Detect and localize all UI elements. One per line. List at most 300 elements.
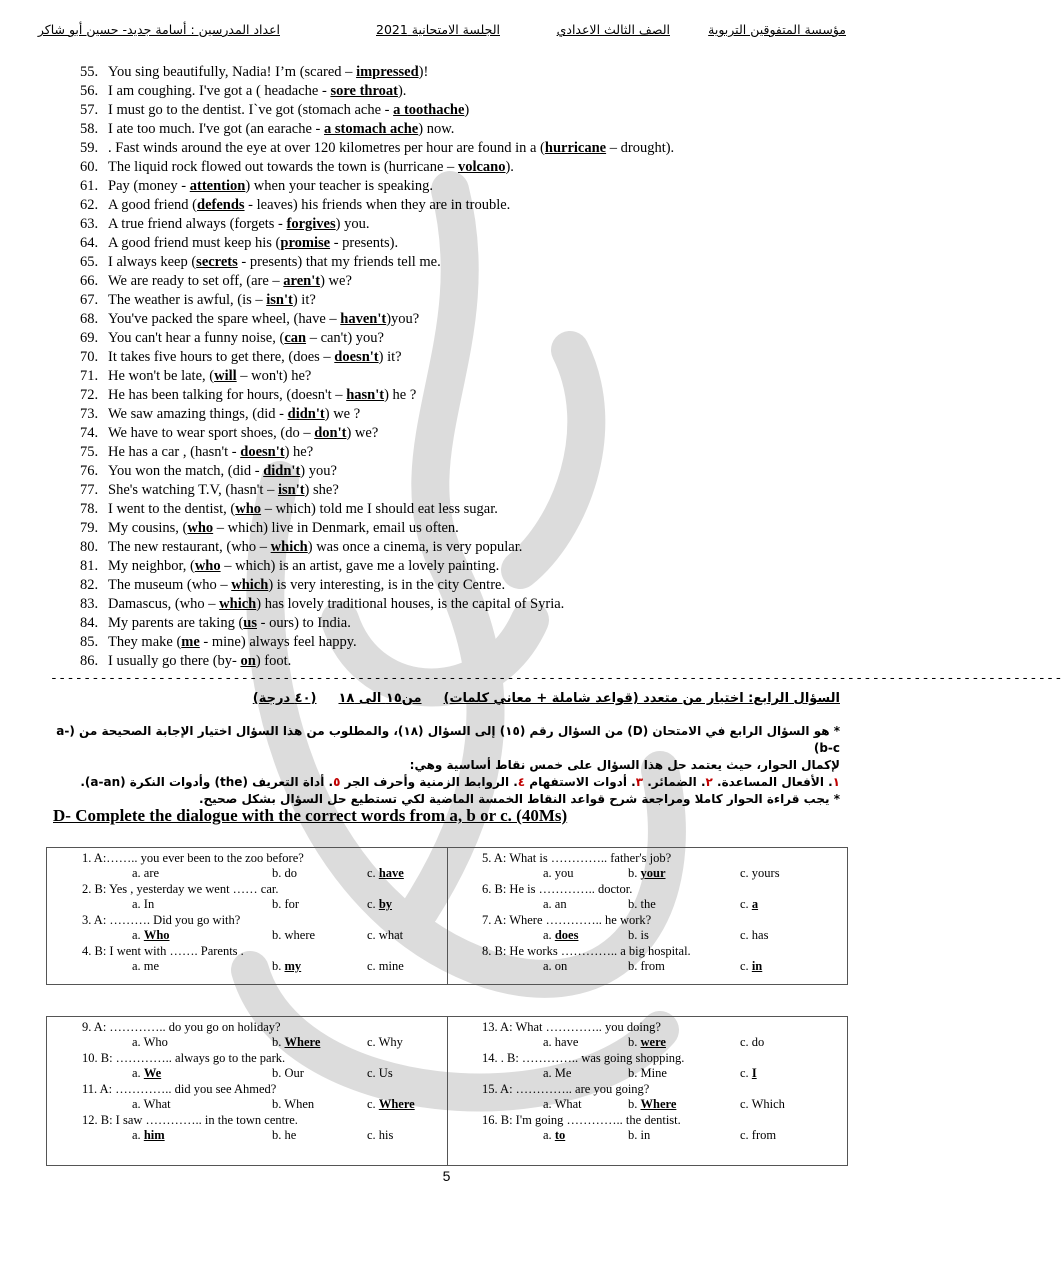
option-letter: b.	[628, 1035, 641, 1049]
question-text: 7. A: Where ………….. he work?	[482, 913, 652, 927]
item-text	[108, 576, 505, 595]
item-number: 67.	[80, 292, 99, 308]
option-b[interactable]: b. for	[272, 897, 300, 911]
correct-answer: I	[751, 1066, 757, 1080]
item-number: 62.	[80, 197, 99, 213]
option-c[interactable]: c. mine	[367, 959, 404, 973]
correct-answer: Where	[378, 1097, 415, 1111]
list-item	[80, 177, 674, 196]
answer-word: me	[181, 634, 200, 650]
option-c[interactable]	[740, 1066, 757, 1081]
list-item	[80, 481, 674, 500]
answer-word: doesn't	[334, 349, 379, 365]
text-segment: He has been talking for hours, (doesn't –	[108, 387, 347, 403]
option-b[interactable]: b. Our	[272, 1066, 304, 1080]
answer-word: doesn't	[240, 444, 285, 460]
item-text	[108, 177, 433, 196]
answer-word: hasn't	[346, 387, 385, 403]
list-item	[80, 291, 674, 310]
point-text: . الروابط الزمنية وأحرف الجر	[340, 775, 518, 789]
text-segment: I must go to the dentist. I`ve got (stomach ache -	[108, 102, 394, 118]
question-text: 11. A: ………….. did you see Ahmed?	[82, 1082, 277, 1096]
item-number: 57.	[80, 102, 99, 118]
item-text	[108, 500, 498, 519]
question-text: 14. . B: ………….. was going shopping.	[482, 1051, 685, 1065]
list-item	[80, 595, 674, 614]
text-segment: - leaves) his friends when they are in trouble.	[244, 197, 511, 213]
list-item	[80, 253, 674, 272]
item-text	[108, 367, 311, 386]
item-number: 58.	[80, 121, 99, 137]
text-segment: ) we?	[320, 273, 352, 289]
text-segment: ) has lovely traditional houses, is the capital of Syria.	[256, 596, 565, 612]
answer-word: secrets	[196, 254, 238, 270]
item-number: 85.	[80, 634, 99, 650]
point-number: ٥	[333, 775, 341, 789]
text-segment: You've packed the spare wheel, (have –	[108, 311, 341, 327]
option-b[interactable]	[272, 1035, 320, 1050]
question-text: 1. A:…….. you ever been to the zoo before?	[82, 851, 304, 865]
item-number: 70.	[80, 349, 99, 365]
item-number: 59.	[80, 140, 99, 156]
list-item	[80, 443, 674, 462]
item-number: 71.	[80, 368, 99, 384]
text-segment: You can't hear a funny noise, (	[108, 330, 285, 346]
dialogue-question	[47, 882, 447, 913]
option-c[interactable]	[740, 959, 762, 974]
option-a[interactable]: a. have	[543, 1035, 579, 1049]
dialogue-question	[448, 1113, 847, 1144]
item-text	[108, 101, 469, 120]
dialogue-question	[448, 1051, 847, 1082]
text-segment: ) foot.	[255, 653, 292, 669]
correct-answer: my	[284, 959, 302, 973]
text-segment: ) we ?	[324, 406, 361, 422]
text-segment: I ate too much. I've got (an earache -	[108, 121, 324, 137]
dialogue-question	[47, 944, 447, 975]
point-text: . أداة التعريف (the) وأدوات النكرة (a-an).	[80, 775, 334, 789]
answer-word: which	[231, 577, 269, 593]
item-number: 60.	[80, 159, 99, 175]
dialogue-column-right	[447, 848, 847, 984]
list-item	[80, 538, 674, 557]
header-session: الجلسة الامتحانية 2021	[376, 22, 500, 37]
option-a[interactable]: a. an	[543, 897, 567, 911]
text-segment: The liquid rock flowed out towards the town is (hurricane –	[108, 159, 458, 175]
instruction-note-1: * هو السؤال الرابع في الامتحان (D) من السؤال رقم (١٥) إلى السؤال (١٨)، والمطلوب من هذا السؤال اختيار الإجابة الصحيحة من (a-b-c)	[56, 724, 840, 755]
answer-word: defends	[197, 197, 245, 213]
answer-word: hurricane	[544, 140, 607, 156]
text-segment: - presents) that my friends tell me.	[237, 254, 441, 270]
option-letter: a.	[543, 1128, 555, 1142]
option-letter: b.	[272, 959, 285, 973]
answer-word: will	[214, 368, 237, 384]
dialogue-box-1	[46, 847, 848, 985]
item-text	[108, 595, 564, 614]
option-a[interactable]	[132, 1066, 161, 1081]
answer-word: a toothache	[393, 102, 465, 118]
point-number: ٣	[635, 775, 644, 789]
dialogue-question	[448, 913, 847, 944]
list-item	[80, 652, 674, 671]
option-c[interactable]	[740, 897, 758, 912]
text-segment: I usually go there (by-	[108, 653, 241, 669]
text-segment: ) it?	[292, 292, 316, 308]
option-letter: a.	[132, 928, 144, 942]
option-c[interactable]: c. Why	[367, 1035, 403, 1049]
item-text	[108, 443, 313, 462]
text-segment: The new restaurant, (who –	[108, 539, 271, 555]
answer-word: which	[270, 539, 308, 555]
item-text	[108, 614, 351, 633]
dialogue-question	[448, 882, 847, 913]
option-letter: c.	[740, 959, 752, 973]
dialogue-question	[47, 913, 447, 944]
answer-word: impressed	[356, 64, 419, 80]
list-item	[80, 82, 674, 101]
dialogue-question	[448, 1020, 847, 1051]
answer-word: sore throat	[330, 83, 398, 99]
list-item	[80, 215, 674, 234]
list-item	[80, 386, 674, 405]
correct-answer: Where	[284, 1035, 321, 1049]
header-institution: مؤسسة المتفوقين التربوية	[708, 22, 846, 37]
item-text	[108, 310, 419, 329]
item-number: 72.	[80, 387, 99, 403]
option-c[interactable]: c. Us	[367, 1066, 393, 1080]
dialogue-box-2	[46, 1016, 848, 1166]
answer-word: didn't	[287, 406, 325, 422]
list-item	[80, 519, 674, 538]
text-segment: The weather is awful, (is –	[108, 292, 267, 308]
text-segment: We have to wear sport shoes, (do –	[108, 425, 315, 441]
text-segment: - ours) to India.	[257, 615, 351, 631]
text-segment: ) when your teacher is speaking.	[245, 178, 433, 194]
item-number: 74.	[80, 425, 99, 441]
item-number: 55.	[80, 64, 99, 80]
text-segment: – drought).	[606, 140, 675, 156]
dialogue-column-left	[47, 1017, 447, 1165]
item-text	[108, 348, 402, 367]
option-b[interactable]	[628, 1097, 676, 1112]
item-text	[108, 652, 291, 671]
item-text	[108, 196, 510, 215]
item-text	[108, 538, 522, 557]
option-a[interactable]: a. on	[543, 959, 568, 973]
point-text: . الضمائر.	[643, 775, 706, 789]
item-text	[108, 291, 316, 310]
list-item	[80, 367, 674, 386]
option-letter: c.	[367, 897, 379, 911]
option-c[interactable]: c. his	[367, 1128, 394, 1142]
item-number: 84.	[80, 615, 99, 631]
point-text: . الأفعال المساعدة.	[712, 775, 833, 789]
text-segment: I am coughing. I've got a ( headache -	[108, 83, 331, 99]
text-segment: ) you.	[335, 216, 370, 232]
option-a[interactable]	[132, 928, 170, 943]
option-a[interactable]: a. Who	[132, 1035, 168, 1049]
text-segment: He won't be late, (	[108, 368, 215, 384]
item-text	[108, 82, 406, 101]
list-item	[80, 234, 674, 253]
option-b[interactable]: b. do	[272, 866, 297, 880]
option-c[interactable]	[367, 1097, 415, 1112]
text-segment: ) now.	[418, 121, 455, 137]
item-text	[108, 481, 339, 500]
dialogue-question	[47, 851, 447, 882]
answer-word: didn't	[263, 463, 301, 479]
option-c[interactable]: c. has	[740, 928, 769, 942]
option-letter: b.	[628, 1097, 641, 1111]
sentence-list	[80, 63, 674, 671]
correct-answer: him	[143, 1128, 165, 1142]
section-d-title: D- Complete the dialogue with the correct words from a, b or c. (40Ms)	[53, 806, 568, 825]
item-text	[108, 519, 459, 538]
answer-word: forgives	[286, 216, 336, 232]
option-a[interactable]: a. are	[132, 866, 160, 880]
instruction-points	[50, 774, 840, 791]
dialogue-question	[47, 1020, 447, 1051]
item-number: 80.	[80, 539, 99, 555]
instruction-note-2: لإكمال الحوار، حيث يعتمد حل هذا السؤال على خمس نقاط أساسية وهي:	[409, 758, 840, 772]
item-text	[108, 557, 499, 576]
instruction-note-3: * يجب قراءة الحوار كاملا ومراجعة شرح قواعد النقاط الخمسة الماضية لكي تستطيع حل السؤال بشكل صحيح.	[198, 792, 840, 806]
point-number: ٤	[517, 775, 526, 789]
answer-word: promise	[280, 235, 331, 251]
item-text	[108, 158, 514, 177]
correct-answer: Where	[640, 1097, 677, 1111]
option-b[interactable]	[628, 1035, 666, 1050]
list-item	[80, 329, 674, 348]
item-number: 68.	[80, 311, 99, 327]
text-segment: ) is very interesting, is in the city Centre.	[268, 577, 506, 593]
list-item	[80, 576, 674, 595]
option-letter: b.	[272, 1035, 285, 1049]
option-a[interactable]: a. What	[132, 1097, 171, 1111]
list-item	[80, 196, 674, 215]
text-segment: – which) live in Denmark, email us often.	[213, 520, 459, 536]
text-segment: I went to the dentist, (	[108, 501, 236, 517]
option-a[interactable]: a. Me	[543, 1066, 572, 1080]
option-letter: c.	[740, 897, 752, 911]
option-c[interactable]: c. from	[740, 1128, 777, 1142]
list-item	[80, 158, 674, 177]
option-a[interactable]: a. In	[132, 897, 155, 911]
item-text	[108, 120, 454, 139]
option-b[interactable]	[628, 866, 666, 881]
option-c[interactable]	[367, 897, 392, 912]
text-segment: – won't) he?	[236, 368, 312, 384]
text-segment: I always keep (	[108, 254, 197, 270]
list-item	[80, 348, 674, 367]
question-text: 13. A: What ………….. you doing?	[482, 1020, 661, 1034]
text-segment: )you?	[386, 311, 420, 327]
text-segment: ) he?	[284, 444, 314, 460]
text-segment: ) she?	[304, 482, 339, 498]
option-c[interactable]: c. Which	[740, 1097, 785, 1111]
option-b[interactable]: b. from	[628, 959, 665, 973]
item-number: 82.	[80, 577, 99, 593]
question-four-instructions	[50, 690, 840, 808]
item-text	[108, 234, 398, 253]
answer-word: which	[219, 596, 257, 612]
item-number: 64.	[80, 235, 99, 251]
list-item	[80, 557, 674, 576]
text-segment: ) he ?	[384, 387, 417, 403]
answer-word: who	[235, 501, 262, 517]
question-text: 16. B: I'm going ………….. the dentist.	[482, 1113, 681, 1127]
answer-word: attention	[189, 178, 246, 194]
question-text: 12. B: I saw ………….. in the town centre.	[82, 1113, 298, 1127]
question-four-marks: (٤٠ درجة)	[252, 691, 317, 706]
text-segment: Damascus, (who –	[108, 596, 220, 612]
question-text: 9. A: ………….. do you go on holiday?	[82, 1020, 281, 1034]
question-text: 6. B: He is ………….. doctor.	[482, 882, 633, 896]
option-b[interactable]: b. is	[628, 928, 649, 942]
item-number: 63.	[80, 216, 99, 232]
list-item	[80, 272, 674, 291]
item-number: 76.	[80, 463, 99, 479]
option-b[interactable]	[272, 959, 301, 974]
text-segment: They make (	[108, 634, 182, 650]
item-text	[108, 405, 360, 424]
item-number: 78.	[80, 501, 99, 517]
option-b[interactable]: b. he	[272, 1128, 297, 1142]
dialogue-column-right	[447, 1017, 847, 1165]
text-segment: You sing beautifully, Nadia! I’m (scared –	[108, 64, 357, 80]
text-segment: – can't) you?	[306, 330, 384, 346]
option-letter: a.	[543, 928, 555, 942]
option-b[interactable]: b. Mine	[628, 1066, 667, 1080]
page-number: 5	[442, 1168, 451, 1184]
text-segment: ) it?	[378, 349, 402, 365]
answer-word: isn't	[266, 292, 293, 308]
text-segment: My neighbor, (	[108, 558, 195, 574]
option-b[interactable]: b. When	[272, 1097, 315, 1111]
option-letter: a.	[132, 1128, 144, 1142]
item-text	[108, 424, 378, 443]
text-segment: ) we?	[346, 425, 379, 441]
text-segment: – which) told me I should eat less sugar.	[261, 501, 498, 517]
text-segment: A true friend always (forgets -	[108, 216, 287, 232]
list-item	[80, 101, 674, 120]
option-b[interactable]: b. in	[628, 1128, 651, 1142]
question-text: 15. A: ………….. are you going?	[482, 1082, 650, 1096]
item-text	[108, 633, 357, 652]
answer-word: can	[284, 330, 307, 346]
separator-line: --------------------------------------------------------------------------------------------------------------------------	[50, 671, 1063, 686]
correct-answer: by	[378, 897, 393, 911]
item-text	[108, 253, 441, 272]
question-text: 10. B: ………….. always go to the park.	[82, 1051, 286, 1065]
correct-answer: Who	[143, 928, 170, 942]
answer-word: isn't	[277, 482, 305, 498]
item-text	[108, 63, 428, 82]
question-text: 8. B: He works ………….. a big hospital.	[482, 944, 691, 958]
item-text	[108, 386, 416, 405]
option-a[interactable]	[543, 1128, 565, 1143]
text-segment: A good friend (	[108, 197, 197, 213]
list-item	[80, 405, 674, 424]
answer-word: who	[187, 520, 214, 536]
question-text: 3. A: ………. Did you go with?	[82, 913, 241, 927]
list-item	[80, 614, 674, 633]
list-item	[80, 120, 674, 139]
text-segment: You won the match, (did -	[108, 463, 264, 479]
answer-word: aren't	[283, 273, 321, 289]
option-a[interactable]: a. me	[132, 959, 160, 973]
option-b[interactable]: b. the	[628, 897, 656, 911]
item-number: 56.	[80, 83, 99, 99]
correct-answer: We	[143, 1066, 162, 1080]
list-item	[80, 139, 674, 158]
text-segment: ) you?	[300, 463, 337, 479]
dialogue-question	[47, 1082, 447, 1113]
answer-word: on	[240, 653, 256, 669]
option-a[interactable]: a. you	[543, 866, 574, 880]
text-segment: A good friend must keep his (	[108, 235, 281, 251]
item-text	[108, 272, 352, 291]
correct-answer: your	[640, 866, 666, 880]
dialogue-question	[47, 1113, 447, 1144]
question-four-range: من١٥ الى ١٨	[338, 691, 422, 706]
text-segment: We saw amazing things, (did -	[108, 406, 288, 422]
text-segment: – which) is an artist, gave me a lovely painting.	[220, 558, 500, 574]
text-segment: We are ready to set off, (are –	[108, 273, 284, 289]
item-number: 65.	[80, 254, 99, 270]
correct-answer: in	[751, 959, 763, 973]
list-item	[80, 424, 674, 443]
list-item	[80, 500, 674, 519]
list-item	[80, 310, 674, 329]
page-header	[37, 16, 850, 42]
question-text: 2. B: Yes , yesterday we went …… car.	[82, 882, 279, 896]
answer-word: volcano	[457, 159, 506, 175]
option-c[interactable]	[367, 866, 404, 881]
option-c[interactable]: c. do	[740, 1035, 765, 1049]
correct-answer: a	[751, 897, 759, 911]
text-segment: My parents are taking (	[108, 615, 244, 631]
header-teachers: اعداد المدرسين : أسامة جديد- حسين أبو شاكر	[37, 22, 280, 37]
option-b[interactable]: b. where	[272, 928, 316, 942]
point-text: . أدوات الاستفهام	[525, 775, 636, 789]
answer-word: a stomach ache	[323, 121, 419, 137]
option-a[interactable]	[543, 928, 578, 943]
answer-word: don't	[314, 425, 347, 441]
point-number: ١	[832, 775, 840, 789]
dialogue-question	[448, 944, 847, 975]
option-a[interactable]: a. What	[543, 1097, 582, 1111]
list-item	[80, 63, 674, 82]
option-a[interactable]	[132, 1128, 165, 1143]
text-segment: She's watching T.V, (hasn't –	[108, 482, 278, 498]
text-segment: He has a car , (hasn't -	[108, 444, 241, 460]
answer-word: haven't	[340, 311, 387, 327]
item-number: 66.	[80, 273, 99, 289]
text-segment: . Fast winds around the eye at over 120 kilometres per hour are found in a (	[108, 140, 545, 156]
option-c[interactable]: c. what	[367, 928, 404, 942]
text-segment: Pay (money -	[108, 178, 190, 194]
header-grade: الصف الثالث الاعدادي	[556, 22, 670, 37]
dialogue-question	[448, 851, 847, 882]
point-number: ٢	[705, 775, 713, 789]
item-number: 77.	[80, 482, 99, 498]
text-segment: )!	[418, 64, 429, 80]
option-c[interactable]: c. yours	[740, 866, 780, 880]
option-letter: b.	[628, 866, 641, 880]
item-number: 73.	[80, 406, 99, 422]
text-segment: ).	[505, 159, 514, 175]
